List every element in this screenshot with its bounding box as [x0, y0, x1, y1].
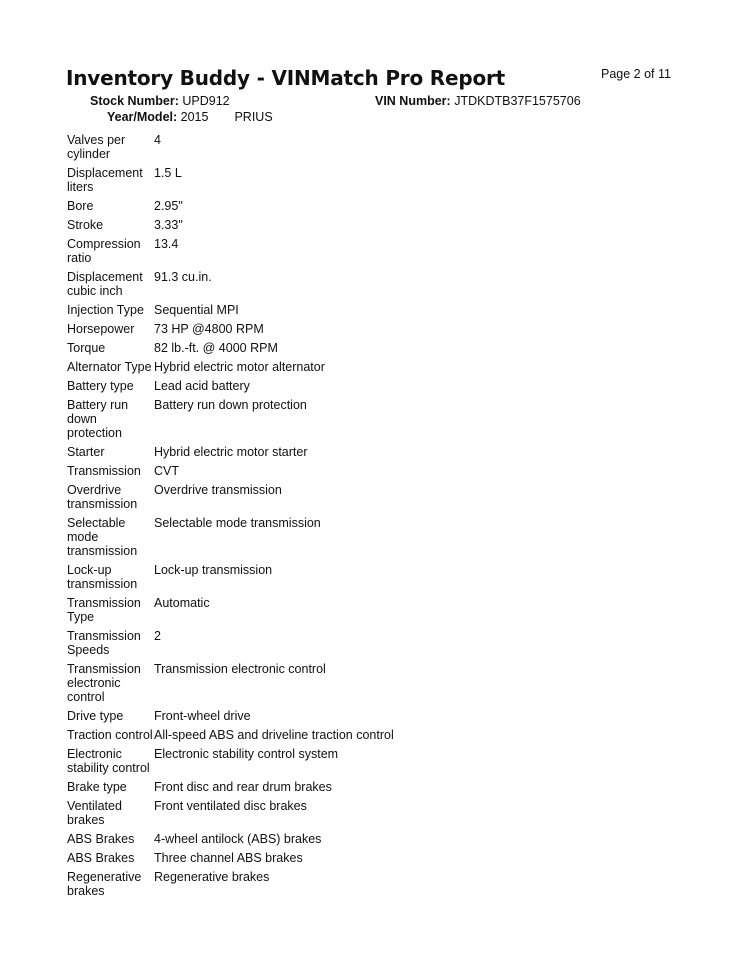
spec-label: Electronic stability control — [67, 747, 150, 775]
spec-value: Hybrid electric motor alternator — [154, 360, 325, 374]
spec-row — [67, 379, 467, 393]
spec-label: Selectable mode transmission — [67, 516, 138, 558]
stock-number-value: UPD912 — [182, 94, 230, 108]
spec-value: Lock-up transmission — [154, 563, 273, 577]
spec-row — [67, 709, 467, 723]
spec-label: Injection Type — [67, 303, 144, 317]
spec-label: Traction control — [67, 728, 153, 742]
year-model-label: Year/Model: — [107, 110, 178, 124]
spec-row — [67, 360, 467, 374]
spec-label: Horsepower — [67, 322, 135, 336]
spec-value: Regenerative brakes — [154, 870, 270, 884]
spec-value: 2 — [154, 629, 161, 643]
spec-label: Starter — [67, 445, 105, 459]
spec-value: Sequential MPI — [154, 303, 239, 317]
spec-label: Compression ratio — [67, 237, 141, 265]
spec-row — [67, 851, 467, 865]
spec-label: Battery run down protection — [67, 398, 129, 440]
spec-row — [67, 516, 467, 558]
spec-value: Transmission electronic control — [154, 662, 326, 676]
spec-label: Transmission Type — [67, 596, 141, 624]
spec-label: Transmission Speeds — [67, 629, 141, 657]
spec-row — [67, 747, 467, 775]
spec-value: Front-wheel drive — [154, 709, 251, 723]
spec-row — [67, 218, 467, 232]
spec-value: 3.33" — [154, 218, 183, 232]
spec-value: 4 — [154, 133, 161, 147]
spec-label: Torque — [67, 341, 106, 355]
spec-label: Alternator Type — [67, 360, 152, 374]
spec-row — [67, 832, 467, 846]
spec-value: Front ventilated disc brakes — [154, 799, 307, 813]
spec-label: ABS Brakes — [67, 851, 135, 865]
spec-value: 73 HP @4800 RPM — [154, 322, 264, 336]
spec-label: Regenerative brakes — [67, 870, 142, 898]
spec-value: Front disc and rear drum brakes — [154, 780, 332, 794]
spec-row — [67, 799, 467, 827]
spec-value: Battery run down protection — [154, 398, 307, 412]
spec-label: Brake type — [67, 780, 127, 794]
spec-row — [67, 166, 467, 194]
spec-label: Overdrive transmission — [67, 483, 138, 511]
spec-value: Lead acid battery — [154, 379, 250, 393]
spec-label: Stroke — [67, 218, 104, 232]
spec-label: Lock-up transmission — [67, 563, 138, 591]
spec-value: Electronic stability control system — [154, 747, 339, 761]
spec-value: CVT — [154, 464, 179, 478]
spec-row — [67, 445, 467, 459]
spec-row — [67, 464, 467, 478]
spec-value: All-speed ABS and driveline traction control — [154, 728, 394, 742]
spec-row — [67, 483, 467, 511]
spec-row — [67, 133, 467, 161]
spec-value: 13.4 — [154, 237, 179, 251]
spec-label: Drive type — [67, 709, 124, 723]
stock-number-field — [90, 94, 230, 108]
spec-row — [67, 780, 467, 794]
spec-value: 91.3 cu.in. — [154, 270, 212, 284]
spec-value: 4-wheel antilock (ABS) brakes — [154, 832, 322, 846]
spec-row — [67, 303, 467, 317]
spec-value: Three channel ABS brakes — [154, 851, 303, 865]
spec-list — [67, 133, 467, 903]
spec-value: 1.5 L — [154, 166, 182, 180]
spec-row — [67, 199, 467, 213]
report-title: Inventory Buddy - VINMatch Pro Report — [66, 66, 506, 90]
spec-label: Valves per cylinder — [67, 133, 126, 161]
spec-row — [67, 662, 467, 704]
stock-number-label: Stock Number: — [90, 94, 179, 108]
vin-number-value: JTDKDTB37F1575706 — [454, 94, 581, 108]
spec-row — [67, 870, 467, 898]
spec-row — [67, 322, 467, 336]
spec-value: Hybrid electric motor starter — [154, 445, 308, 459]
spec-label: ABS Brakes — [67, 832, 135, 846]
year-value: 2015 — [180, 110, 209, 124]
spec-label: Transmission electronic control — [67, 662, 141, 704]
vin-number-label: VIN Number: — [375, 94, 451, 108]
spec-value: Overdrive transmission — [154, 483, 282, 497]
spec-label: Transmission — [67, 464, 141, 478]
model-value: PRIUS — [234, 110, 273, 124]
spec-row — [67, 341, 467, 355]
spec-label: Ventilated brakes — [67, 799, 122, 827]
spec-row — [67, 629, 467, 657]
spec-value: 82 lb.-ft. @ 4000 RPM — [154, 341, 278, 355]
spec-row — [67, 596, 467, 624]
spec-row — [67, 728, 467, 742]
spec-row — [67, 398, 467, 440]
year-model-field — [107, 110, 273, 124]
spec-label: Displacement liters — [67, 166, 143, 194]
spec-row — [67, 237, 467, 265]
vin-number-field — [375, 94, 581, 108]
spec-row — [67, 270, 467, 298]
spec-label: Bore — [67, 199, 94, 213]
spec-row — [67, 563, 467, 591]
spec-value: Automatic — [154, 596, 210, 610]
page-number: Page 2 of 11 — [601, 67, 671, 81]
spec-value: Selectable mode transmission — [154, 516, 321, 530]
spec-label: Displacement cubic inch — [67, 270, 143, 298]
spec-value: 2.95" — [154, 199, 183, 213]
spec-label: Battery type — [67, 379, 134, 393]
